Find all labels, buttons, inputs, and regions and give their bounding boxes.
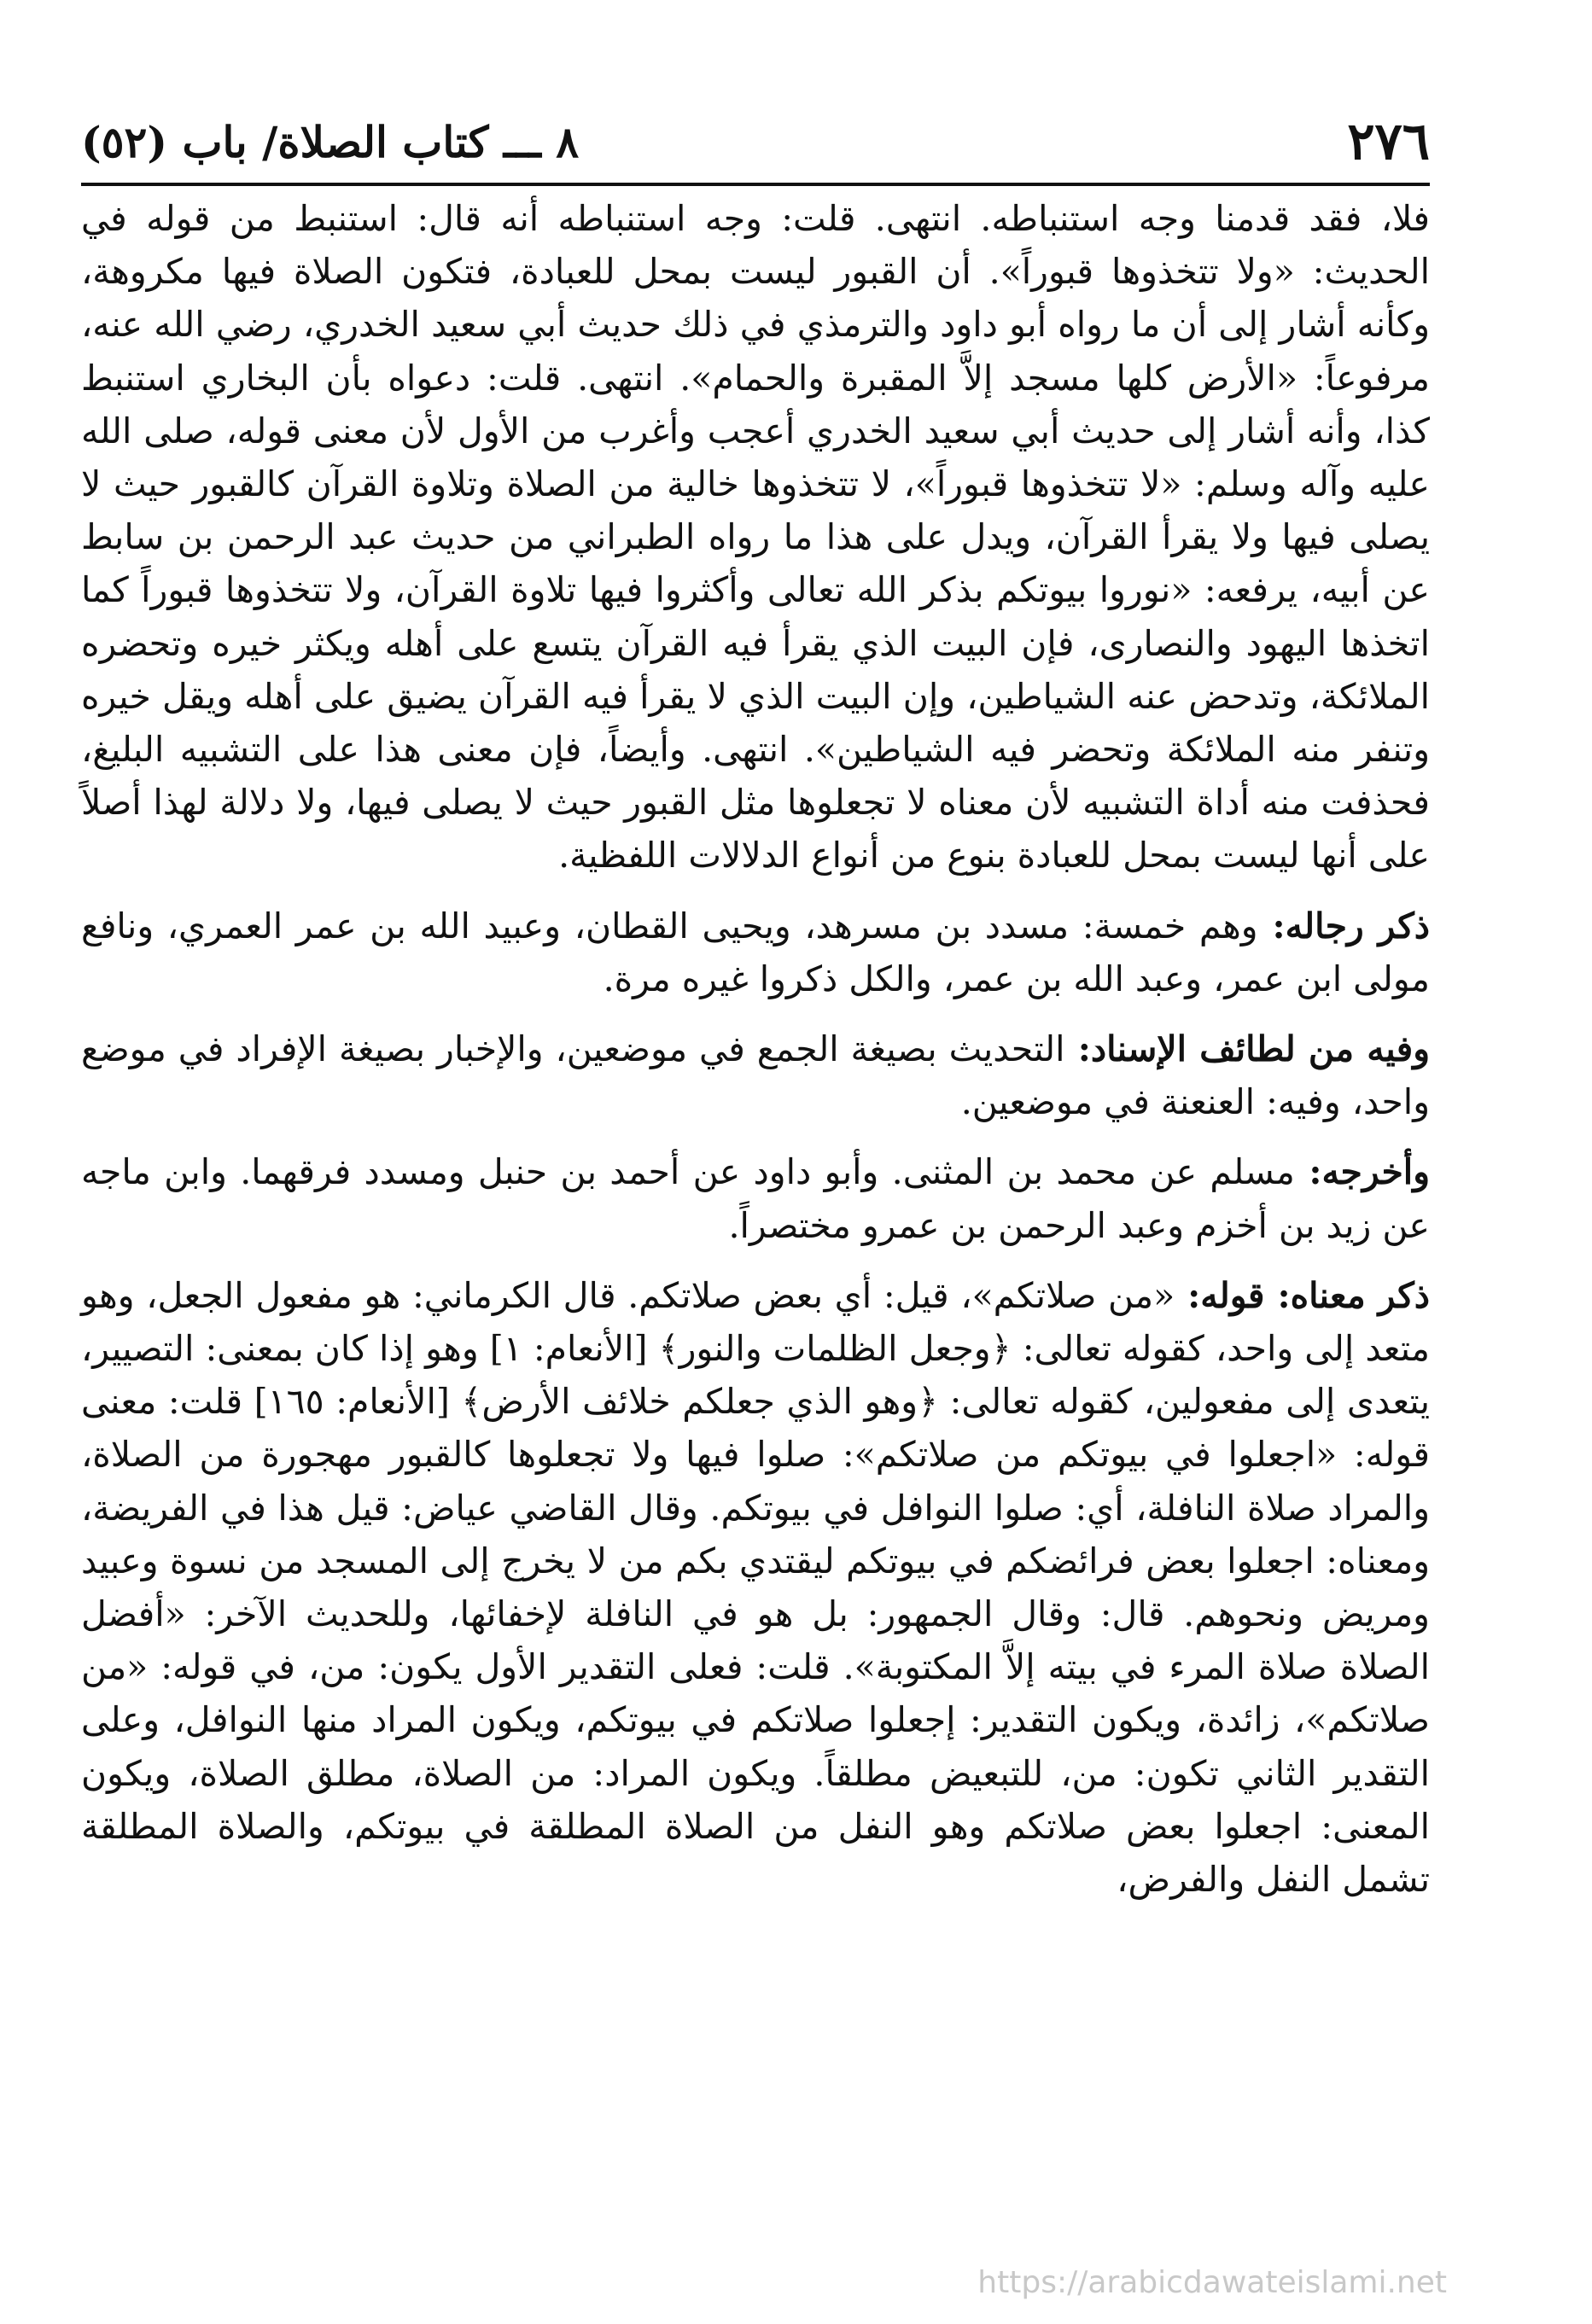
paragraph-narrators bbox=[81, 900, 1430, 1005]
paragraph-text: «من صلاتكم»، قيل: أي بعض صلاتكم. قال الكرماني: هو مفعول الجعل، وهو متعد إلى واحد، كقوله تعالى: ﴿وجعل الظلمات والنور﴾ [الأنعام: ١] وهو إذا كان بمعنى: التصيير، يتعدى إلى مفعولين، كقوله تعالى: ﴿وهو الذي جعلكم خلائف الأرض﴾ [الأنعام: ١٦٥] قلت: معنى قوله: «اجعلوا في بيوتكم من صلاتكم»: صلوا فيها ولا تجعلوها كالقبور مهجورة من الصلاة، والمراد صلاة النافلة، أي: صلوا النوافل في بيوتكم. وقال القاضي عياض: قيل هذا في الفريضة، ومعناه: اجعلوا بعض فرائضكم في بيوتكم ليقتدي بكم من لا يخرج إلى المسجد من نسوة وعبيد ومريض ونحوهم. قال: وقال الجمهور: بل هو في النافلة لإخفائها، وللحديث الآخر: «أفضل الصلاة صلاة المرء في بيته إلاَّ المكتوبة». قلت: فعلى التقدير الأول يكون: من، في قوله: «من صلاتكم»، زائدة، ويكون التقدير: إجعلوا صلاتكم في بيوتكم، ويكون المراد منها النوافل، وعلى التقدير الثاني تكون: من، للتبعيض مطلقاً. ويكون المراد: من الصلاة، مطلق الصلاة، ويكون المعنى: اجعلوا بعض صلاتكم وهو النفل من الصلاة المطلقة في بيوتكم، والصلاة المطلقة تشمل النفل والفرض، bbox=[81, 1274, 1431, 1901]
header-rule bbox=[81, 183, 1430, 186]
paragraph-text: مسلم عن محمد بن المثنى. وأبو داود عن أحمد بن حنبل ومسدد فرقهما. وابن ماجه عن زيد بن أخزم وعبد الرحمن بن عمرو مختصراً. bbox=[81, 1151, 1430, 1246]
section-heading: وفيه من لطائف الإسناد: bbox=[1077, 1028, 1430, 1070]
paragraph-takhrij bbox=[81, 1145, 1430, 1251]
paragraph-text: فلا، فقد قدمنا وجه استنباطه. انتهى. قلت: وجه استنباطه أنه قال: استنبط من قوله في الحديث: «ولا تتخذوها قبوراً». أن القبور ليست بمحل للعبادة، فتكون الصلاة فيها مكروهة، وكأنه أشار إلى أن ما رواه أبو داود والترمذي في ذلك حديث أبي سعيد الخدري، رضي الله عنه، مرفوعاً: «الأرض كلها مسجد إلاَّ المقبرة والحمام». انتهى. قلت: دعواه بأن البخاري استنبط كذا، وأنه أشار إلى حديث أبي سعيد الخدري أعجب وأغرب من الأول لأن معنى قوله، صلى الله عليه وآله وسلم: «لا تتخذوها قبوراً»، لا تتخذوها خالية من الصلاة وتلاوة القرآن كالقبور حيث لا يصلى فيها ولا يقرأ القرآن، ويدل على هذا ما رواه الطبراني من حديث عبد الرحمن بن سابط عن أبيه، يرفعه: «نوروا بيوتكم بذكر الله تعالى وأكثروا فيها تلاوة القرآن، ولا تتخذوها قبوراً كما اتخذها اليهود والنصارى، فإن البيت الذي يقرأ فيه القرآن يتسع على أهله ويكثر خيره وتحضره الملائكة، وتدحض عنه الشياطين، وإن البيت الذي لا يقرأ فيه القرآن يضيق على أهله ويقل خيره وتنفر منه الملائكة وتحضر فيه الشياطين». انتهى. وأيضاً، فإن معنى هذا على التشبيه البليغ، فحذفت منه أداة التشبيه لأن معناه لا تجعلوها مثل القبور حيث لا يصلى فيها، ولا دلالة لهذا أصلاً على أنها ليست بمحل للعبادة بنوع من أنواع الدلالات اللفظية. bbox=[81, 198, 1430, 877]
section-heading: ذكر رجاله: bbox=[1272, 905, 1431, 946]
page-header bbox=[81, 101, 1430, 183]
section-heading: وأخرجه: bbox=[1309, 1151, 1430, 1193]
paragraph-text: وهم خمسة: مسدد بن مسرهد، ويحيى القطان، وعبيد الله بن عمر العمري، ونافع مولى ابن عمر، وعبد الله بن عمر، والكل ذكروا غيره مرة. bbox=[81, 905, 1430, 999]
watermark-url: https://arabicdawateislami.net bbox=[977, 2265, 1447, 2300]
running-title: ٨ ـــ كتاب الصلاة/ باب (٥٢) bbox=[81, 116, 580, 167]
paragraph-text: التحديث بصيغة الجمع في موضعين، والإخبار بصيغة الإفراد في موضع واحد، وفيه: العنعنة في موضعين. bbox=[81, 1028, 1430, 1123]
paragraph-meaning bbox=[81, 1269, 1430, 1906]
section-heading: ذكر معناه: قوله: bbox=[1187, 1274, 1430, 1316]
page-number: ٢٧٦ bbox=[1347, 112, 1430, 172]
page-body bbox=[81, 192, 1430, 1906]
paragraph-isnad bbox=[81, 1022, 1430, 1128]
paragraph-commentary bbox=[81, 192, 1430, 882]
